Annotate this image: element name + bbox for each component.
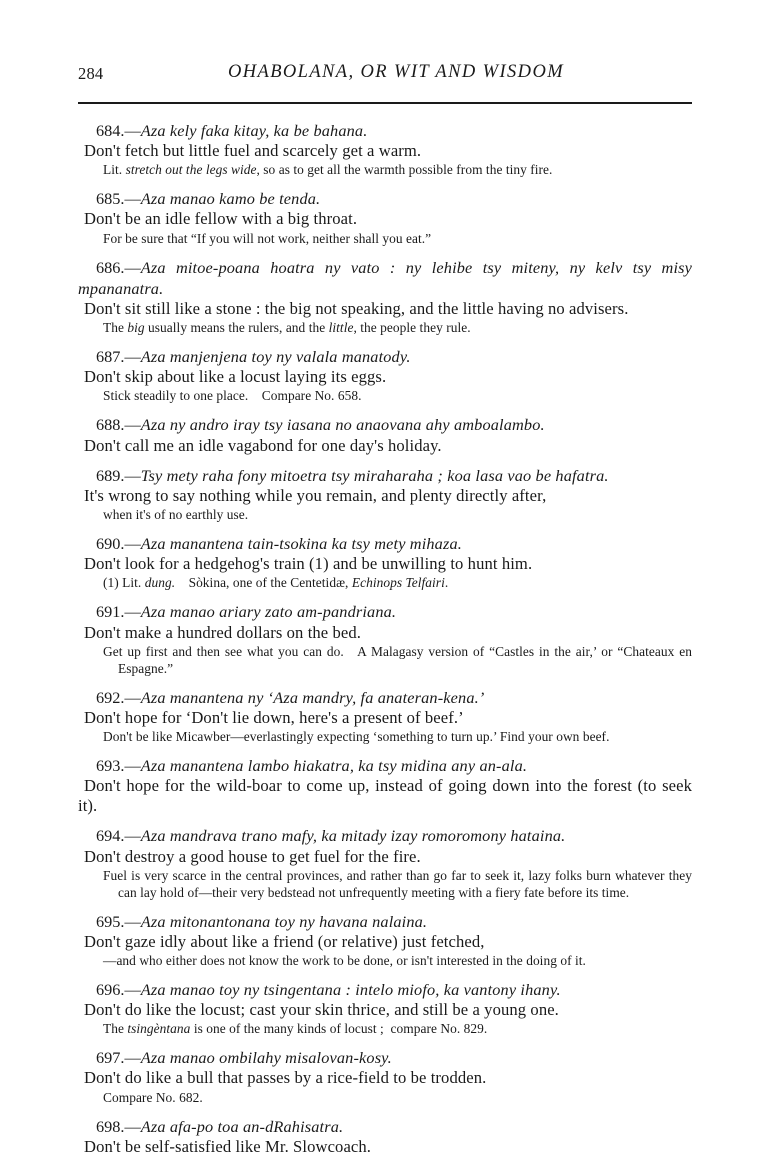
proverb-entry <box>78 825 692 901</box>
proverb-malagasy <box>78 533 692 554</box>
proverb-note <box>78 388 692 405</box>
note-text: Get up first and then see what you can do. A Malagasy version of “Castles in the air,’ or “Chateaux en Espagne.” <box>103 643 692 676</box>
proverb-malagasy <box>78 120 692 141</box>
proverb-note <box>78 320 692 337</box>
proverb-note <box>78 1090 692 1107</box>
proverb-malagasy-text: Aza mandrava trano mafy, ka mitady izay romoromony hataina. <box>140 826 566 846</box>
note-italic-term: dung. <box>144 575 176 591</box>
proverb-translation: Don't do like the locust; cast your skin thrice, and still be a young one. <box>84 1000 559 1020</box>
running-head <box>78 62 692 90</box>
note-text: , the people they rule. <box>353 320 471 336</box>
proverb-malagasy <box>78 1116 692 1137</box>
proverb-malagasy <box>78 755 692 776</box>
note-italic-term: tsingèntana <box>127 1021 191 1037</box>
note-italic-term: big <box>127 320 145 336</box>
proverb-entry <box>78 346 692 405</box>
note-text: Stick steadily to one place. Compare No. 658. <box>103 388 362 404</box>
note-text: (1) Lit. <box>103 575 145 591</box>
proverb-malagasy-text: Aza mitoe-poana hoatra ny vato : ny lehibe tsy miteny, ny kelv tsy misy mpananatra. <box>78 257 692 298</box>
note-text: For be sure that “If you will not work, neither shall you eat.” <box>103 230 432 246</box>
proverb-number: 697.— <box>96 1048 141 1068</box>
proverb-malagasy <box>78 257 692 299</box>
proverb-malagasy <box>78 911 692 932</box>
proverb-translation: Don't gaze idly about like a friend (or relative) just fetched, <box>84 931 485 951</box>
proverb-number: 684.— <box>96 121 141 140</box>
proverb-entry <box>78 979 692 1038</box>
page-number: 284 <box>78 64 104 83</box>
proverb-translation: Don't sit still like a stone : the big not speaking, and the little having no advisers. <box>84 298 629 318</box>
proverb-entry <box>78 687 692 746</box>
note-text: is one of the many kinds of locust ; compare No. 829. <box>190 1021 488 1037</box>
proverb-malagasy <box>78 979 692 1000</box>
proverb-translation: Don't make a hundred dollars on the bed. <box>84 622 362 642</box>
proverb-malagasy <box>78 414 692 435</box>
proverb-malagasy-text: Aza manantena ny ‘Aza mandry, fa anateran-kena.’ <box>140 687 485 707</box>
note-text: when it's of no earthly use. <box>103 507 249 523</box>
note-text: Compare No. 682. <box>103 1089 203 1105</box>
note-text: The <box>103 1021 128 1037</box>
proverb-malagasy-text: Aza manantena lambo hiakatra, ka tsy midina any an-ala. <box>140 755 528 775</box>
proverb-note <box>78 231 692 248</box>
proverb-translation: Don't hope for ‘Don't lie down, here's a present of beef.’ <box>84 707 464 727</box>
proverb-note <box>78 729 692 746</box>
proverb-number: 691.— <box>96 602 141 622</box>
proverb-note <box>78 644 692 678</box>
proverb-malagasy-text: Tsy mety raha fony mitoetra tsy miraharaha ; koa lasa vao be hafatra. <box>140 465 609 485</box>
proverb-malagasy <box>78 687 692 708</box>
proverb-translation: Don't hope for the wild-boar to come up, instead of going down into the forest (to seek it). <box>78 776 692 816</box>
proverb-translation: Don't do like a bull that passes by a rice-field to be trodden. <box>84 1068 487 1088</box>
header-rule <box>78 102 692 104</box>
proverb-number: 695.— <box>96 911 141 931</box>
note-text: Don't be like Micawber—everlastingly expecting ‘something to turn up.’ Find your own beef. <box>103 728 610 744</box>
proverb-malagasy-text: Aza mitonantonana toy ny havana nalaina. <box>140 911 428 931</box>
proverb-entry <box>78 1116 692 1157</box>
proverb-number: 687.— <box>96 347 141 367</box>
proverb-number: 685.— <box>96 189 141 209</box>
proverb-entry <box>78 257 692 337</box>
proverb-note <box>78 575 692 592</box>
proverb-translation: Don't be self-satisfied like Mr. Slowcoach. <box>84 1136 372 1156</box>
note-text: . <box>444 575 449 591</box>
proverb-malagasy-text: Aza manao ariary zato am-pandriana. <box>140 602 397 622</box>
proverb-number: 696.— <box>96 979 141 999</box>
running-title: OHABOLANA, OR WIT AND WISDOM <box>227 62 565 82</box>
proverb-entry <box>78 465 692 524</box>
proverb-number: 698.— <box>96 1116 141 1136</box>
proverb-entry <box>78 1047 692 1106</box>
proverb-entry <box>78 414 692 455</box>
note-italic-term: Echinops Telfairi <box>351 575 445 591</box>
proverb-malagasy-text: Aza manjenjena toy ny valala manatody. <box>140 347 411 367</box>
proverb-entry <box>78 911 692 970</box>
proverb-translation: Don't destroy a good house to get fuel for the fire. <box>84 846 421 866</box>
proverb-number: 694.— <box>96 826 141 846</box>
proverb-translation: Don't call me an idle vagabond for one day's holiday. <box>84 435 442 455</box>
proverb-malagasy <box>78 346 692 367</box>
proverb-malagasy-text: Aza kely faka kitay, ka be bahana. <box>140 121 368 140</box>
proverb-entry <box>78 120 692 179</box>
note-italic-term: little <box>328 320 354 336</box>
proverb-number: 688.— <box>96 415 141 435</box>
proverb-translation: It's wrong to say nothing while you remain, and plenty directly after, <box>84 485 547 505</box>
proverb-malagasy-text: Aza manao kamo be tenda. <box>140 189 321 209</box>
note-italic-term: stretch out the legs wide <box>125 162 257 178</box>
proverb-entry <box>78 188 692 247</box>
proverb-translation: Don't look for a hedgehog's train (1) and be unwilling to hunt him. <box>84 554 533 574</box>
proverb-malagasy-text: Aza manao toy ny tsingentana : intelo miofo, ka vantony ihany. <box>140 979 561 999</box>
proverb-translation: Don't fetch but little fuel and scarcely get a warm. <box>84 141 422 161</box>
proverb-translation: Don't be an idle fellow with a big throat. <box>84 209 358 229</box>
note-text: , so as to get all the warmth possible from the tiny fire. <box>256 162 553 178</box>
note-text: The <box>103 320 128 336</box>
proverb-entry <box>78 601 692 677</box>
proverb-note <box>78 507 692 524</box>
note-text: usually means the rulers, and the <box>144 320 329 336</box>
proverb-malagasy <box>78 465 692 486</box>
note-text: Lit. <box>103 162 126 178</box>
proverb-malagasy-text: Aza ny andro iray tsy iasana no anaovana ahy amboalambo. <box>140 415 545 435</box>
proverb-note <box>78 868 692 902</box>
proverb-note <box>78 1021 692 1038</box>
proverb-malagasy <box>78 188 692 209</box>
proverb-malagasy-text: Aza manao ombilahy misalovan-kosy. <box>140 1048 392 1068</box>
proverb-number: 693.— <box>96 755 141 775</box>
proverb-translation: Don't skip about like a locust laying its eggs. <box>84 367 387 387</box>
proverb-note <box>78 953 692 970</box>
proverb-malagasy <box>78 601 692 622</box>
proverb-note <box>78 162 692 179</box>
proverb-number: 686.— <box>96 257 141 277</box>
proverb-number: 689.— <box>96 465 141 485</box>
proverb-malagasy <box>78 825 692 846</box>
proverb-number: 692.— <box>96 687 141 707</box>
proverb-number: 690.— <box>96 534 141 554</box>
note-text: —and who either does not know the work to be done, or isn't interested in the doing of it. <box>103 953 586 969</box>
proverb-list <box>78 120 692 1166</box>
proverb-malagasy-text: Aza manantena tain-tsokina ka tsy mety mihaza. <box>140 534 462 554</box>
note-text: Sòkina, one of the Centetidæ, <box>175 575 352 591</box>
proverb-entry <box>78 533 692 592</box>
proverb-entry <box>78 755 692 817</box>
note-text: Fuel is very scarce in the central provinces, and rather than go far to seek it, lazy folks burn whatever they can lay hold of—their very bedstead not unfrequently meeting with a fiery fate before its time. <box>103 867 692 900</box>
proverb-malagasy <box>78 1047 692 1068</box>
proverb-malagasy-text: Aza afa-po toa an-dRahisatra. <box>140 1116 344 1136</box>
